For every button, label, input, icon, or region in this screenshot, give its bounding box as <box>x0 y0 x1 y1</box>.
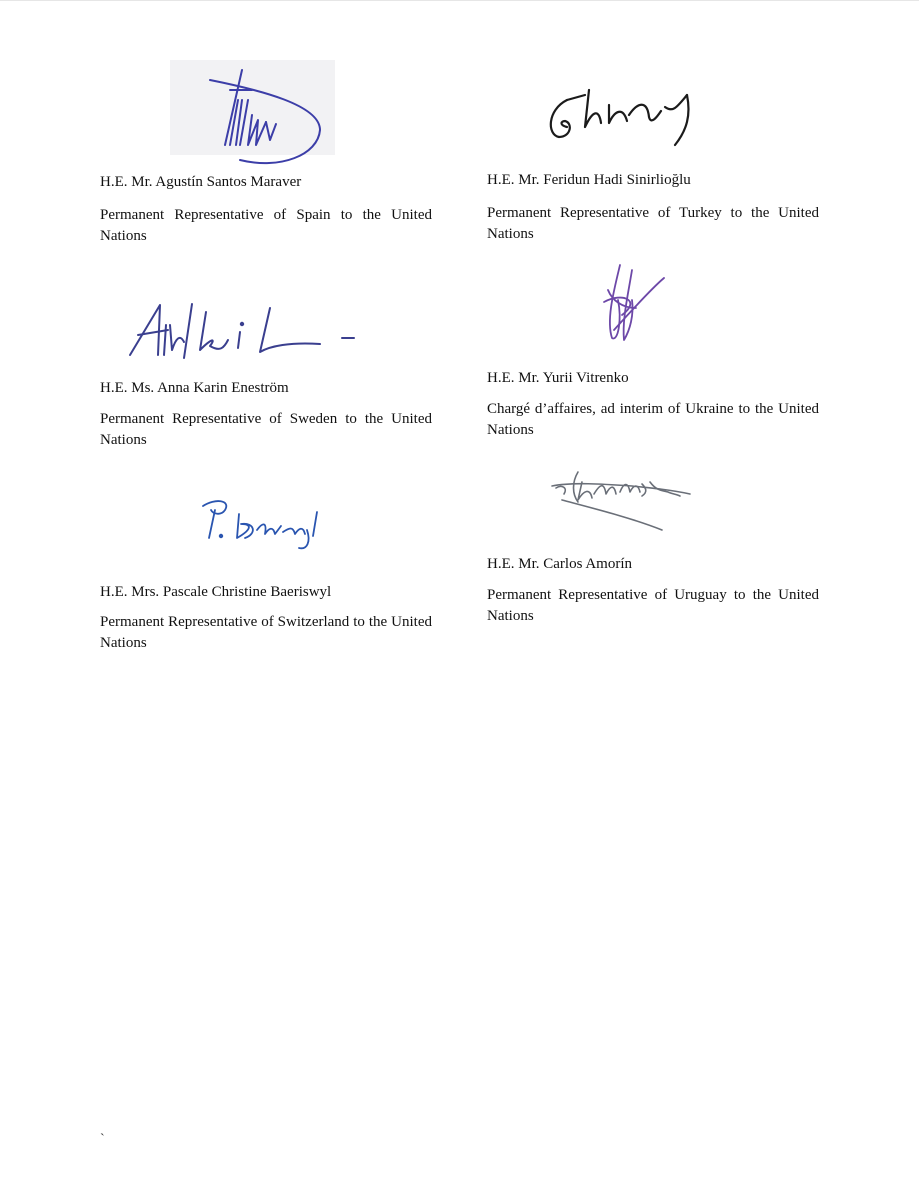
signature-spain <box>170 60 340 170</box>
signatory-title: Permanent Representative of Turkey to the United Nations <box>487 205 819 242</box>
signature-uruguay <box>542 460 702 540</box>
signatory-block-spain <box>100 60 440 260</box>
signatory-title: Permanent Representative of Uruguay to the United Nations <box>487 587 819 624</box>
signatory-title: Permanent Representative of Spain to the United Nations <box>100 207 432 244</box>
signatory-title: Permanent Representative of Switzerland to the United Nations <box>100 614 432 651</box>
signatory-block-sweden <box>100 290 440 460</box>
signatory-title: Chargé d’affaires, ad interim of Ukraine to the United Nations <box>487 401 819 438</box>
signatory-block-switzerland <box>100 492 440 662</box>
signature-ukraine <box>592 260 682 350</box>
signature-sweden <box>120 290 360 370</box>
signatory-block-uruguay <box>487 460 827 640</box>
signatory-name: H.E. Mr. Agustín Santos Maraver <box>100 174 302 190</box>
page-top-edge <box>0 0 919 1</box>
signatory-name: H.E. Mr. Yurii Vitrenko <box>487 370 629 386</box>
signatory-name: H.E. Mr. Feridun Hadi Sinirlioğlu <box>487 172 691 188</box>
signatory-name: H.E. Mrs. Pascale Christine Baeriswyl <box>100 584 332 600</box>
signatory-block-turkey <box>487 60 827 260</box>
signatory-title: Permanent Representative of Sweden to the United Nations <box>100 411 432 448</box>
signature-turkey <box>537 65 717 155</box>
signature-switzerland <box>195 492 335 552</box>
signatory-name: H.E. Ms. Anna Karin Eneström <box>100 380 289 396</box>
page-footer-mark: ` <box>100 1132 105 1147</box>
signatory-block-ukraine <box>487 260 827 450</box>
signatory-name: H.E. Mr. Carlos Amorín <box>487 556 632 572</box>
